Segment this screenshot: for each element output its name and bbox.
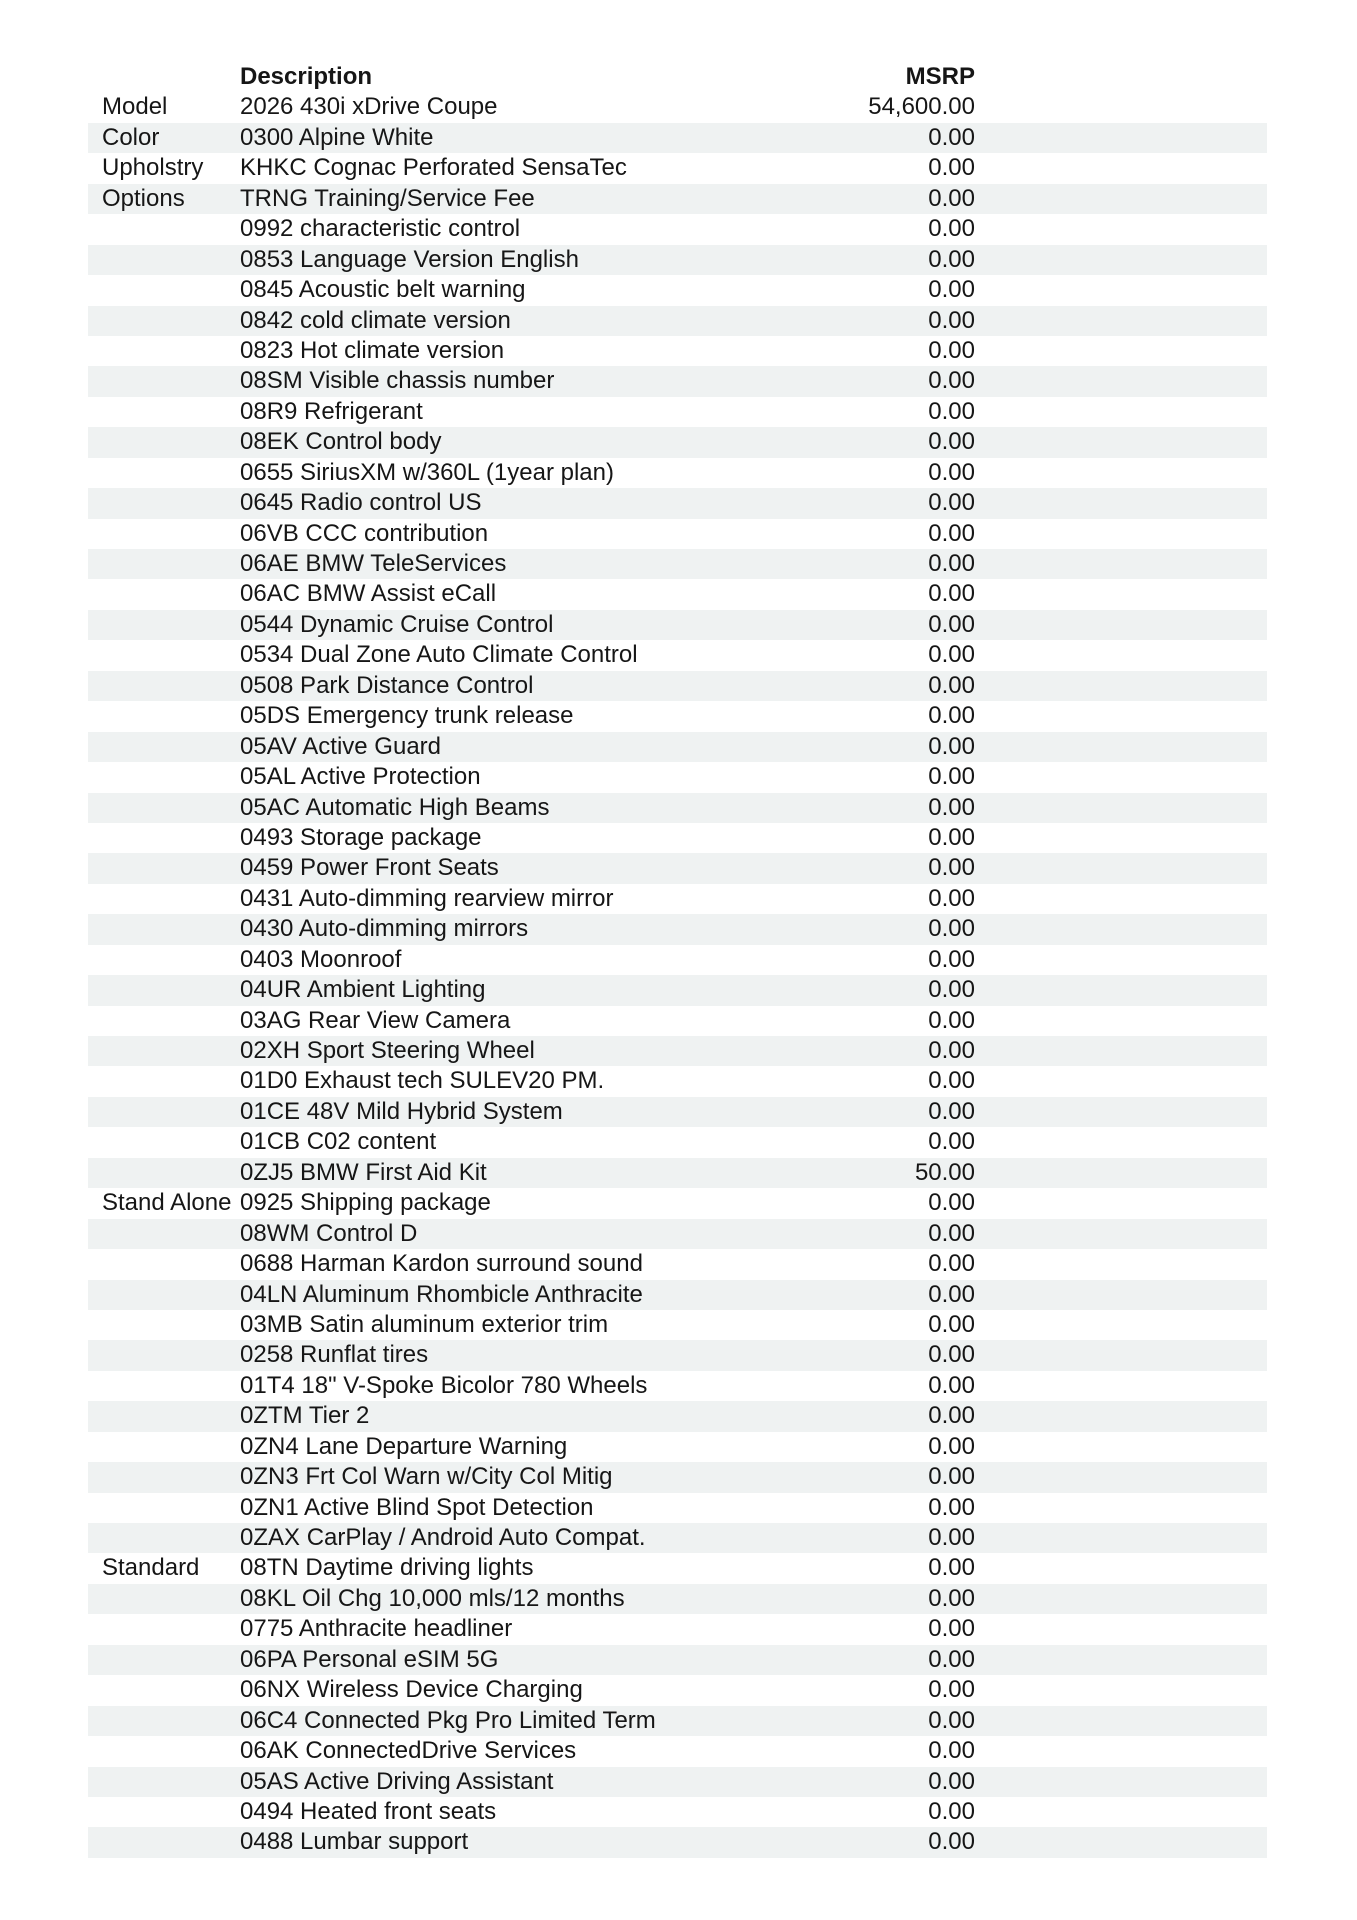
row-msrp-value: 0.00 — [928, 1189, 975, 1217]
row-msrp-value: 0.00 — [928, 1767, 975, 1795]
table-row — [88, 488, 1267, 518]
table-row — [88, 458, 1267, 488]
row-msrp-value: 0.00 — [928, 1645, 975, 1673]
row-msrp-value: 0.00 — [928, 1341, 975, 1369]
row-description: 06C4 Connected Pkg Pro Limited Term — [240, 1706, 656, 1734]
row-msrp-value: 0.00 — [928, 1432, 975, 1460]
row-msrp-value: 0.00 — [928, 1006, 975, 1034]
table-row — [88, 1371, 1267, 1401]
row-msrp-value: 0.00 — [928, 793, 975, 821]
row-description: 08KL Oil Chg 10,000 mls/12 months — [240, 1584, 625, 1612]
row-msrp-value: 0.00 — [928, 641, 975, 669]
row-description: 05AS Active Driving Assistant — [240, 1767, 554, 1795]
row-description: 0823 Hot climate version — [240, 336, 505, 364]
row-description: 0992 characteristic control — [240, 215, 521, 243]
row-description: 0655 SiriusXM w/360L (1year plan) — [240, 458, 614, 486]
row-msrp-value: 0.00 — [928, 945, 975, 973]
row-description: 06AC BMW Assist eCall — [240, 580, 497, 608]
table-row — [88, 1736, 1267, 1766]
table-row — [88, 671, 1267, 701]
row-description: 03AG Rear View Camera — [240, 1006, 511, 1034]
row-msrp-value: 0.00 — [928, 1097, 975, 1125]
table-row — [88, 427, 1267, 457]
row-msrp-value: 0.00 — [928, 763, 975, 791]
row-msrp-value: 0.00 — [928, 580, 975, 608]
row-description: 01CB C02 content — [240, 1128, 437, 1156]
row-description: 06NX Wireless Device Charging — [240, 1676, 583, 1704]
row-description: 0853 Language Version English — [240, 245, 579, 273]
row-description: 0430 Auto-dimming mirrors — [240, 915, 529, 943]
table-row — [88, 245, 1267, 275]
table-row — [88, 366, 1267, 396]
row-description: 01CE 48V Mild Hybrid System — [240, 1097, 563, 1125]
table-row — [88, 1219, 1267, 1249]
row-msrp-value: 0.00 — [928, 1037, 975, 1064]
row-category-label: Options — [102, 184, 185, 212]
row-description: 0842 cold climate version — [240, 306, 511, 334]
row-description: 03MB Satin aluminum exterior trim — [240, 1310, 609, 1338]
row-msrp-value: 0.00 — [928, 1371, 975, 1399]
table-row — [88, 275, 1267, 305]
table-row — [88, 1767, 1267, 1797]
table-row — [88, 610, 1267, 640]
table-row — [88, 214, 1267, 244]
row-description: 0688 Harman Kardon surround sound — [240, 1250, 643, 1278]
table-row — [88, 793, 1267, 823]
row-msrp-value: 0.00 — [928, 1219, 975, 1247]
table-row — [88, 1401, 1267, 1431]
row-msrp-value: 0.00 — [928, 1828, 975, 1856]
row-msrp-value: 0.00 — [928, 1310, 975, 1338]
row-description: 0925 Shipping package — [240, 1189, 491, 1217]
row-description: 0ZN4 Lane Departure Warning — [240, 1432, 568, 1460]
row-msrp-value: 0.00 — [928, 1524, 975, 1551]
row-description: 01D0 Exhaust tech SULEV20 PM. — [240, 1067, 605, 1095]
table-row — [88, 1249, 1267, 1279]
row-msrp-value: 0.00 — [928, 1280, 975, 1308]
table-row — [88, 1340, 1267, 1370]
row-msrp-value: 0.00 — [928, 1067, 975, 1095]
row-msrp-value: 0.00 — [928, 519, 975, 547]
row-description: 0459 Power Front Seats — [240, 854, 499, 882]
row-msrp-value: 0.00 — [928, 489, 975, 517]
row-description: 0544 Dynamic Cruise Control — [240, 610, 554, 638]
table-row — [88, 1827, 1267, 1857]
row-description: 06AK ConnectedDrive Services — [240, 1737, 577, 1765]
table-row — [88, 853, 1267, 883]
row-msrp-value: 0.00 — [928, 245, 975, 273]
table-row — [88, 640, 1267, 670]
row-msrp-value: 0.00 — [928, 123, 975, 151]
row-description: 0431 Auto-dimming rearview mirror — [240, 884, 614, 912]
row-description: 06VB CCC contribution — [240, 519, 489, 547]
row-msrp-value: 0.00 — [928, 306, 975, 334]
row-description: 08EK Control body — [240, 428, 442, 456]
row-description: 05AL Active Protection — [240, 763, 481, 791]
table-row — [88, 1797, 1267, 1827]
row-msrp-value: 0.00 — [928, 428, 975, 456]
row-description: 01T4 18" V-Spoke Bicolor 780 Wheels — [240, 1371, 648, 1399]
table-row — [88, 1097, 1267, 1127]
table-row — [88, 92, 1267, 122]
table-row — [88, 1432, 1267, 1462]
table-row — [88, 732, 1267, 762]
row-msrp-value: 0.00 — [928, 976, 975, 1004]
table-row — [88, 945, 1267, 975]
row-msrp-value: 0.00 — [928, 550, 975, 577]
row-description: TRNG Training/Service Fee — [240, 184, 535, 212]
table-row — [88, 1127, 1267, 1157]
row-description: 0258 Runflat tires — [240, 1341, 429, 1369]
table-row — [88, 1462, 1267, 1492]
row-description: 06PA Personal eSIM 5G — [240, 1645, 499, 1673]
table-row — [88, 1706, 1267, 1736]
table-row — [88, 549, 1267, 579]
row-msrp-value: 0.00 — [928, 184, 975, 212]
row-msrp-value: 0.00 — [928, 702, 975, 730]
row-description: 05AC Automatic High Beams — [240, 793, 550, 821]
row-msrp-value: 0.00 — [928, 1250, 975, 1278]
row-description: 0ZAX CarPlay / Android Auto Compat. — [240, 1524, 646, 1551]
row-description: 0508 Park Distance Control — [240, 671, 534, 699]
row-msrp-value: 0.00 — [928, 1554, 975, 1582]
row-description: 2026 430i xDrive Coupe — [240, 93, 498, 121]
table-row — [88, 975, 1267, 1005]
row-description: 04LN Aluminum Rhombicle Anthracite — [240, 1280, 643, 1308]
row-description: 0488 Lumbar support — [240, 1828, 469, 1856]
table-row — [88, 184, 1267, 214]
table-row — [88, 1523, 1267, 1553]
table-row — [88, 1614, 1267, 1644]
table-row — [88, 397, 1267, 427]
row-category-label: Standard — [102, 1554, 200, 1582]
row-description: 0845 Acoustic belt warning — [240, 276, 526, 304]
table-row — [88, 1188, 1267, 1218]
table-row — [88, 336, 1267, 366]
row-description: 0493 Storage package — [240, 823, 482, 851]
row-description: 02XH Sport Steering Wheel — [240, 1037, 535, 1064]
row-msrp-value: 0.00 — [928, 884, 975, 912]
row-msrp-value: 0.00 — [928, 367, 975, 395]
msrp-column-header: MSRP — [905, 63, 975, 90]
table-row — [88, 1310, 1267, 1340]
table-row — [88, 1280, 1267, 1310]
row-msrp-value: 0.00 — [928, 1615, 975, 1643]
row-description: 0494 Heated front seats — [240, 1797, 497, 1825]
row-msrp-value: 0.00 — [928, 1584, 975, 1612]
row-description: 06AE BMW TeleServices — [240, 550, 507, 577]
table-row — [88, 1553, 1267, 1583]
row-msrp-value: 0.00 — [928, 823, 975, 851]
row-msrp-value: 54,600.00 — [868, 93, 975, 121]
row-msrp-value: 0.00 — [928, 671, 975, 699]
table-row — [88, 1584, 1267, 1614]
row-msrp-value: 0.00 — [928, 1797, 975, 1825]
table-row — [88, 306, 1267, 336]
row-description: 0ZJ5 BMW First Aid Kit — [240, 1158, 487, 1186]
row-description: 0300 Alpine White — [240, 123, 434, 151]
row-category-label: Model — [102, 93, 168, 121]
description-column-header: Description — [240, 63, 373, 90]
row-msrp-value: 50.00 — [914, 1158, 975, 1186]
row-msrp-value: 0.00 — [928, 276, 975, 304]
row-msrp-value: 0.00 — [928, 732, 975, 760]
table-row — [88, 153, 1267, 183]
table-body — [88, 92, 1267, 1857]
row-msrp-value: 0.00 — [928, 154, 975, 182]
table-row — [88, 823, 1267, 853]
row-msrp-value: 0.00 — [928, 1676, 975, 1704]
row-description: 0534 Dual Zone Auto Climate Control — [240, 641, 638, 669]
row-msrp-value: 0.00 — [928, 458, 975, 486]
row-msrp-value: 0.00 — [928, 1706, 975, 1734]
table-row — [88, 914, 1267, 944]
row-category-label: Color — [102, 123, 160, 151]
table-row — [88, 884, 1267, 914]
table-header-row — [88, 62, 1267, 92]
row-description: 0645 Radio control US — [240, 489, 482, 517]
table-row — [88, 1036, 1267, 1066]
row-msrp-value: 0.00 — [928, 215, 975, 243]
table-row — [88, 1675, 1267, 1705]
row-description: 0ZTM Tier 2 — [240, 1402, 370, 1430]
row-description: 0ZN1 Active Blind Spot Detection — [240, 1493, 594, 1521]
row-description: 08WM Control D — [240, 1219, 418, 1247]
row-description: 0403 Moonroof — [240, 945, 402, 973]
row-category-label: Stand Alone — [102, 1189, 232, 1217]
row-msrp-value: 0.00 — [928, 915, 975, 943]
row-msrp-value: 0.00 — [928, 1737, 975, 1765]
table-row — [88, 1006, 1267, 1036]
row-msrp-value: 0.00 — [928, 1463, 975, 1491]
row-description: 05AV Active Guard — [240, 732, 441, 760]
table-row — [88, 1158, 1267, 1188]
row-msrp-value: 0.00 — [928, 397, 975, 425]
options-pricing-table — [88, 62, 1267, 1858]
table-row — [88, 1645, 1267, 1675]
row-description: 04UR Ambient Lighting — [240, 976, 486, 1004]
table-row — [88, 701, 1267, 731]
row-description: 08SM Visible chassis number — [240, 367, 555, 395]
row-description: 0775 Anthracite headliner — [240, 1615, 513, 1643]
row-msrp-value: 0.00 — [928, 1128, 975, 1156]
row-description: KHKC Cognac Perforated SensaTec — [240, 154, 627, 182]
row-msrp-value: 0.00 — [928, 854, 975, 882]
table-row — [88, 123, 1267, 153]
row-msrp-value: 0.00 — [928, 610, 975, 638]
row-description: 05DS Emergency trunk release — [240, 702, 574, 730]
row-msrp-value: 0.00 — [928, 1493, 975, 1521]
table-row — [88, 1066, 1267, 1096]
row-msrp-value: 0.00 — [928, 1402, 975, 1430]
table-row — [88, 579, 1267, 609]
row-msrp-value: 0.00 — [928, 336, 975, 364]
table-row — [88, 762, 1267, 792]
row-description: 08TN Daytime driving lights — [240, 1554, 534, 1582]
row-category-label: Upholstry — [102, 154, 204, 182]
row-description: 08R9 Refrigerant — [240, 397, 423, 425]
row-description: 0ZN3 Frt Col Warn w/City Col Mitig — [240, 1463, 613, 1491]
table-row — [88, 1493, 1267, 1523]
table-row — [88, 519, 1267, 549]
